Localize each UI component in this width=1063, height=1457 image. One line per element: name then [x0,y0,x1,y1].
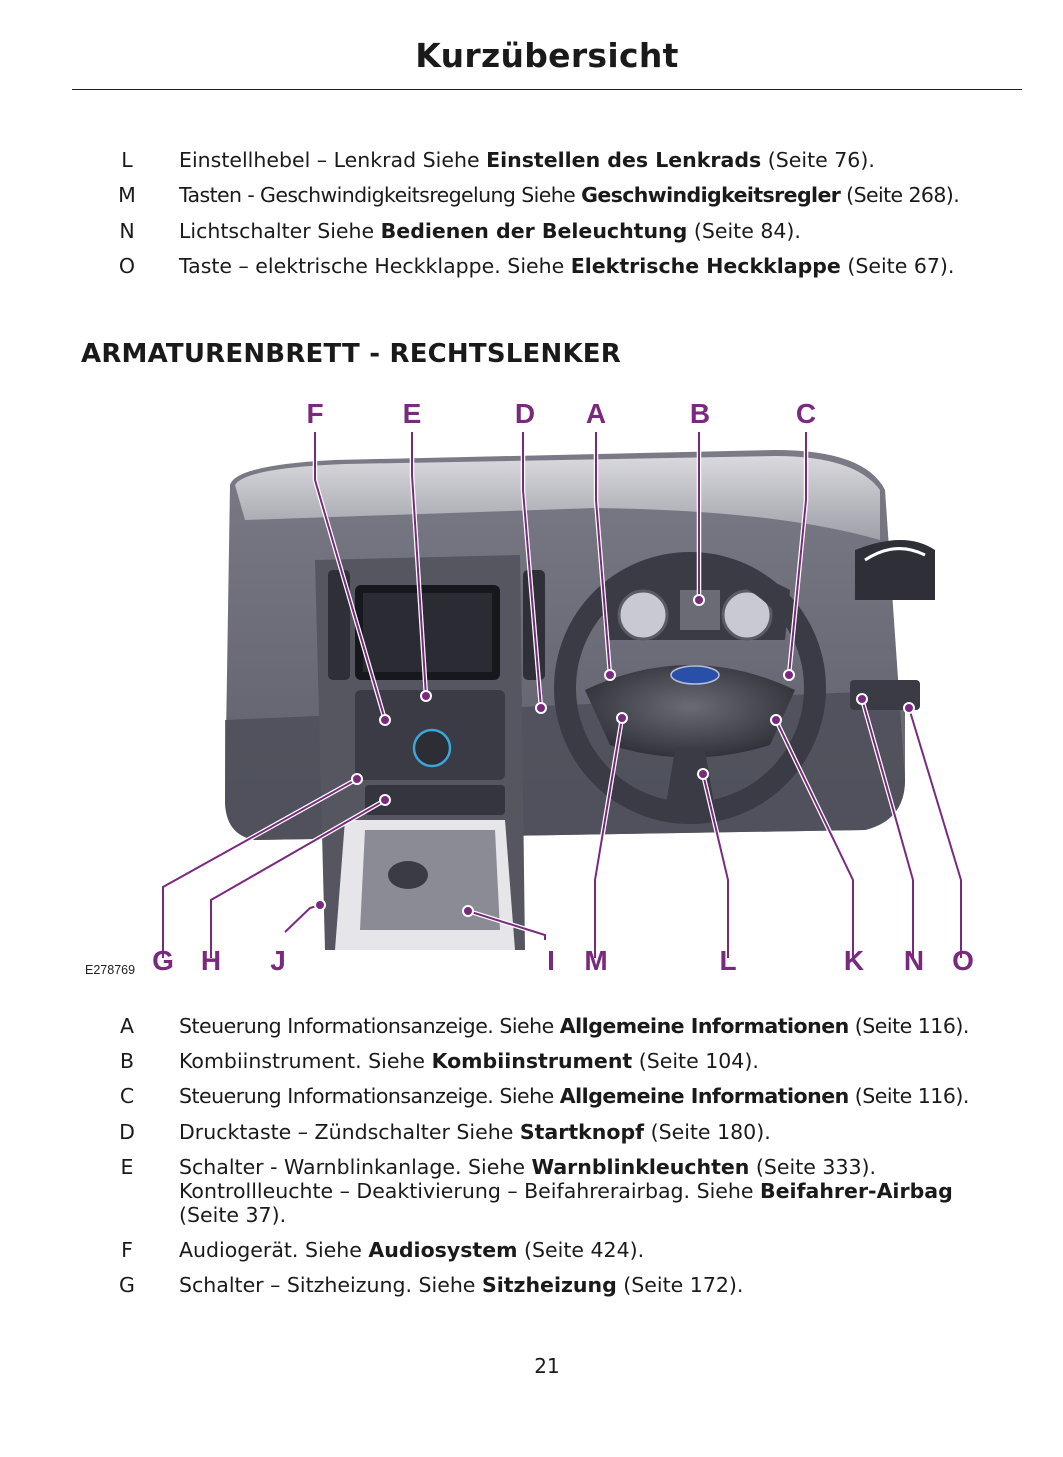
cross-reference[interactable]: Einstellen des Lenkrads [486,148,762,172]
callout-label-g: G [152,945,174,976]
item-text: Taste – elektrische Heckklappe. Siehe Elektrische Heckklappe (Seite 67). [179,254,955,278]
list-item [0,148,1019,183]
list-item [0,1049,1019,1084]
cross-reference[interactable]: Elektrische Heckklappe [570,254,841,278]
cross-reference[interactable]: Startknopf [519,1120,645,1144]
page-number: 21 [534,1354,560,1378]
item-letter: D [119,1120,135,1144]
item-letter: B [119,1049,135,1073]
list-item [0,183,1019,219]
item-text: Einstellhebel – Lenkrad Siehe Einstellen des Lenkrads (Seite 76). [179,148,875,172]
audio-knob [414,730,450,766]
callout-label-j: J [270,945,286,976]
cross-reference[interactable]: Allgemeine Informationen [559,1084,849,1108]
item-letter: E [120,1155,134,1179]
callout-label-f: F [306,398,324,429]
callout-label-h: H [200,945,222,976]
top-item-list [0,148,1019,289]
item-letter: N [119,219,135,243]
callout-label-k: K [843,945,865,976]
list-item [0,219,1019,254]
item-text: Schalter – Sitzheizung. Siehe Sitzheizung (Seite 172). [179,1273,744,1297]
item-text: Steuerung Informationsanzeige. Siehe Allgemeine Informationen (Seite 116). [179,1084,969,1108]
legend-list [0,1014,1019,1308]
item-text: Schalter - Warnblinkanlage. Siehe Warnblinkleuchten (Seite 333). Kontrollleuchte – Deaktivierung – Beifahrerairbag. Siehe Beifahrer-Airbag (Seite 37). [179,1155,953,1227]
list-item [0,1273,1019,1308]
title-divider [72,89,1022,90]
item-letter: A [119,1014,135,1038]
callout-label-l: L [719,945,737,976]
item-letter: O [118,254,136,278]
cross-reference[interactable]: Beifahrer-Airbag [760,1179,953,1203]
item-letter: F [121,1238,133,1262]
cross-reference[interactable]: Sitzheizung [481,1273,617,1297]
callout-label-c: C [795,398,817,429]
item-letter: M [118,183,136,207]
cross-reference[interactable]: Audiosystem [368,1238,518,1262]
callout-label-o: O [952,945,974,976]
list-item [0,1014,1019,1049]
list-item [0,254,1019,289]
list-item [0,1120,1019,1155]
figure-id: E278769 [85,963,136,977]
page-title: Kurzübersicht [415,36,679,75]
callout-label-i: I [547,945,555,976]
item-text: Tasten - Geschwindigkeitsregelung Siehe Geschwindigkeitsregler (Seite 268). [179,183,960,207]
item-text: Kombiinstrument. Siehe Kombiinstrument (Seite 104). [179,1049,759,1073]
item-text: Drucktaste – Zündschalter Siehe Startknopf (Seite 180). [179,1120,771,1144]
cross-reference[interactable]: Geschwindigkeitsregler [581,183,841,207]
ford-logo [671,666,719,684]
callout-label-d: D [514,398,536,429]
callout-label-b: B [689,398,711,429]
cross-reference[interactable]: Allgemeine Informationen [559,1014,849,1038]
cross-reference[interactable]: Warnblinkleuchten [531,1155,750,1179]
callout-label-n: N [903,945,925,976]
cross-reference[interactable]: Bedienen der Beleuchtung [380,219,688,243]
gear-selector [388,861,428,889]
callout-label-e: E [402,398,422,429]
section-heading: ARMATURENBRETT - RECHTSLENKER [81,339,621,369]
list-item [0,1238,1019,1273]
cross-reference[interactable]: Kombiinstrument [431,1049,633,1073]
item-text: Audiogerät. Siehe Audiosystem (Seite 424). [179,1238,645,1262]
dashboard-figure [75,390,1035,990]
item-letter: C [119,1084,135,1108]
item-text: Lichtschalter Siehe Bedienen der Beleuchtung (Seite 84). [179,219,801,243]
list-item [0,1155,1019,1238]
dashboard-illustration [75,390,1035,990]
list-item [0,1084,1019,1120]
callout-label-m: M [584,945,608,976]
item-letter: L [121,148,133,172]
callout-label-a: A [585,398,607,429]
item-letter: G [119,1273,135,1297]
item-text: Steuerung Informationsanzeige. Siehe Allgemeine Informationen (Seite 116). [179,1014,969,1038]
